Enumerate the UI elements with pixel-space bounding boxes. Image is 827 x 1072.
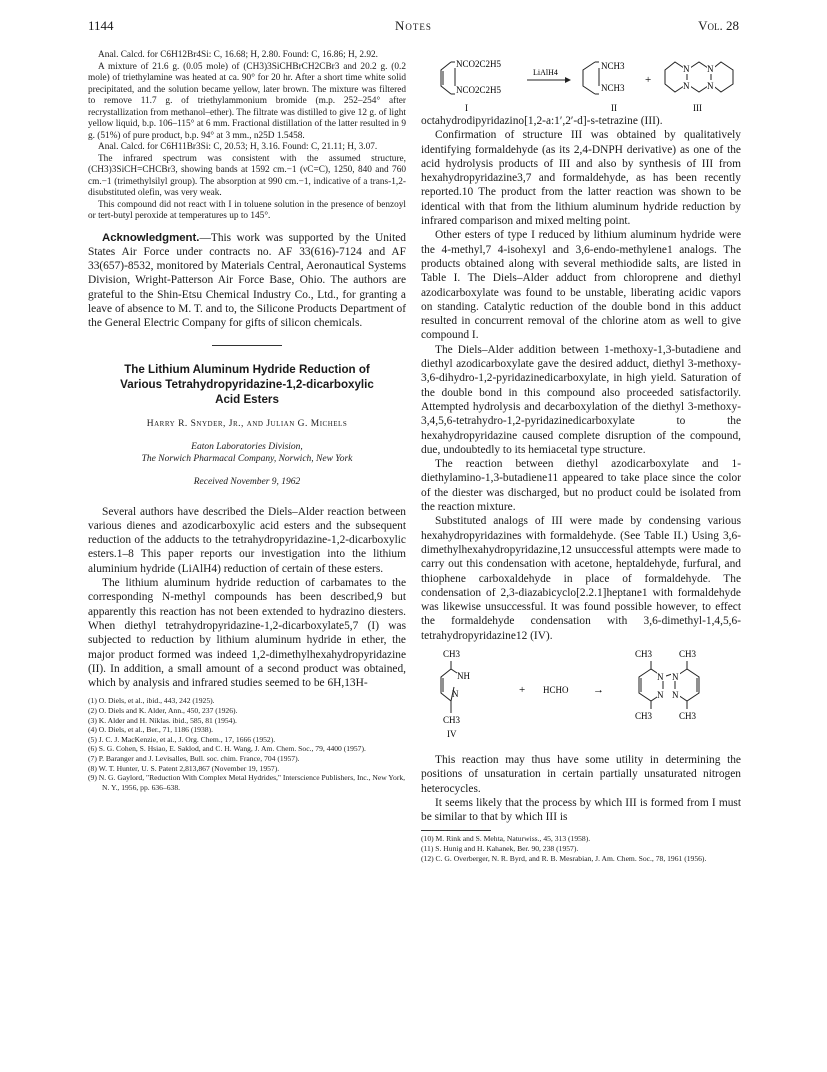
structure-III (665, 62, 733, 92)
affiliation-line: Eaton Laboratories Division, (191, 441, 303, 452)
footnote: (11) S. Hunig and H. Kahanek, Ber. 90, 238 (1957). (421, 844, 579, 854)
paragraph: Anal. Calcd. for C6H12Br4Si: C, 16.68; H, 2.80. Found: C, 16.86; H, 2.92. (98, 50, 378, 60)
plus-sign: + (645, 74, 652, 86)
plus-sign: + (519, 683, 526, 696)
atom-label: N (672, 689, 679, 700)
paragraph: The reaction between diethyl azodicarboxylate and 1-diethylamino-1,3-butadiene11 appeared to take place since the color of the diester was discharged, but no product could be isolated from the reaction mixture. (421, 458, 741, 514)
compound-label-IV: IV (447, 728, 457, 739)
paragraph: octahydrodipyridazino[1,2-a:1′,2′-d]-s-tetrazine (III). (421, 115, 663, 127)
paragraph: Substituted analogs of III were made by condensing various hexahydropyridazines with formaldehyde. (See Table II.) Using 3,6-dimethylhexahydropyridazine,12 unsuccessful attempts were made to carry out this condensation with acetone, heptaldehyde, furfural, and thiophene carboxaldehyde in place of formaldehyde. The condensation of 2,3-diazabicyclo[2.2.1]heptane1 with formaldehyde was likewise unsuccessful. It was found possible however, to effect the formaldehyde condensation with 3,6-dimethyl-1,4,5,6-tetrahydropyridazine12 (IV). (421, 515, 741, 642)
ring-II (583, 62, 595, 94)
atom-label: N (657, 671, 664, 682)
paragraph: Confirmation of structure III was obtained by qualitatively identifying formaldehyde (as its 2,4-DNPH derivative) as one of the acid hydrolysis products of III and also by synthesis of III from hexahydropyridazine3,7 and formaldehyde, as has been recently reported.10 The product from the latter reaction was shown to be identical with that from the lithium aluminum hydride reduction by infrared comparison and mixed melting point. (421, 129, 741, 228)
footnote: (4) O. Diels, et al., Ber., 71, 1186 (1938). (88, 725, 213, 735)
compound-label-I: I (465, 103, 468, 113)
affiliation (88, 441, 406, 465)
structure-IV (441, 661, 457, 713)
group-label: NCH3 (601, 83, 625, 93)
group-label: CH3 (443, 648, 461, 659)
paragraph: Other esters of type I reduced by lithium aluminum hydride were the 4-methyl,7 4-isohexyl and 3,6-endo-methylene1 analogs. The products obtained along with several methiodide salts, are listed in Table I. The Diels–Alder adduct from chloroprene and diethyl azodicarboxylate was found to be unstable, liberating acidic vapors on standing. Catalytic reduction of the double bond in this adduct resulted in concurrent removal of the chlorine atom as well to give compound I. (421, 229, 741, 342)
group-label: CH3 (679, 648, 697, 659)
section-title: Notes (395, 18, 432, 33)
paragraph: Several authors have described the Diels–Alder reaction between various dienes and azodicarboxylic acid esters and the subsequent reduction of the adducts to the tetrahydropyridazine-1,2-dicarboxylic esters.1–8 This paper reports our investigation into the lithium aluminium hydride (LiAlH4) reduction of certain of these esters. (88, 505, 406, 575)
footnote: (9) N. G. Gaylord, "Reduction With Complex Metal Hydrides," Interscience Publishers, Inc., New York, N. Y., 1956, pp. 636–638. (88, 773, 406, 792)
acknowledgment-label: Acknowledgment. (102, 231, 200, 244)
footnote: (6) S. G. Cohen, S. Hsiao, E. Saklod, and C. H. Wang, J. Am. Chem. Soc., 79, 4400 (1957). (88, 744, 366, 754)
affiliation-line: The Norwich Pharmacal Company, Norwich, New York (141, 453, 353, 464)
scheme-2-drawing (421, 643, 741, 753)
right-column (421, 50, 741, 863)
footnote: (3) K. Alder and H. Niklas. ibid., 585, 81 (1954). (88, 715, 237, 725)
paragraph: This compound did not react with I in toluene solution in the presence of benzoyl or tert-butyl peroxide at temperatures up to 145°. (88, 199, 406, 221)
atom-label: N (657, 689, 664, 700)
group-label: NCO2C2H5 (456, 85, 502, 95)
acknowledgment (88, 231, 406, 331)
atom-label: N (683, 64, 690, 74)
paragraph: This reaction may thus have some utility in determining the positions of unsaturation in certain partially unsaturated nitrogen heterocycles. (421, 753, 741, 795)
footnote: (10) M. Rink and S. Mehta, Naturwiss., 45, 313 (1958). (421, 834, 591, 844)
group-label: CH3 (635, 648, 653, 659)
footnote: (12) C. G. Overberger, N. R. Byrd, and R. B. Mesrabian, J. Am. Chem. Soc., 78, 1961 (1956). (421, 853, 707, 863)
page-number: 1144 (88, 18, 114, 33)
paragraph: The lithium aluminum hydride reduction of carbamates to the corresponding N-methyl compounds has been described,9 but apparently this reaction has not been extended to hydrazino diesters. When diethyl tetrahydropyridazine-1,2-dicarboxylate5,7 (I) was subjected to reduction by lithium aluminum hydride in ether, the major product formed was indeed 1,2-dimethylhexahydropyridazine (II). In addition, a small amount of a second product was obtained, which by analysis and infrared studies seemed to be 6H,13H- (88, 577, 406, 690)
article-title: The Lithium Aluminum Hydride Reduction of Various Tetrahydropyridazine-1,2-dicarboxylic Acid Esters (120, 362, 374, 406)
paragraph: Anal. Calcd. for C6H11Br3Si: C, 20.53; H, 3.16. Found: C, 21.11; H, 3.07. (98, 142, 378, 152)
reagent-label: LiAlH4 (533, 68, 558, 77)
footnote-rule (421, 830, 491, 831)
footnotes (421, 834, 741, 863)
acknowledgment-text: —This work was supported by the United States Air Force under contracts no. AF 33(616)-7124 and AF 33(657)-8532, monitored by Materials Central, Aeronautical Systems Division, Wright-Patterson Air Force Base, Ohio. The authors are grateful to the Shin-Etsu Chemical Industry Co., Ltd., for granting a leave of absence to M. T. and to, the Silicone Products Department of the General Electric Company for gifts of silicon chemicals. (88, 231, 406, 330)
atom-label: N (683, 81, 690, 91)
atom-label: N (707, 81, 714, 91)
paragraph: It seems likely that the process by which III is formed from I must be similar to that by which III is (421, 796, 741, 824)
compound-label-II: II (611, 103, 617, 113)
atom-label: N (707, 64, 714, 74)
paragraph: The Diels–Alder addition between 1-methoxy-1,3-butadiene and diethyl azodicarboxylate gave the desired adduct, diethyl 3-methoxy-3,6-dihydro-1,2-pyridazinedicarboxylate, in high yield. Saturation of the double bond in this compound also proceeded satisfactorily. Attempted hydrolysis and decarboxylation of the diethyl 3-methoxy-3,4,5,6-tetrahydro-1,2-pyridazinedicarboxylate to the hexahydropyridazine caused complete disruption of the compound, due, undoubtedly to its hemiacetal type structure. (421, 343, 741, 456)
group-label: NH (457, 670, 470, 681)
reagent-label: HCHO (543, 684, 569, 695)
body-text (421, 753, 741, 824)
footnote: (2) O. Diels and K. Alder, Ann., 450, 237 (1926). (88, 706, 238, 716)
footnote: (7) P. Baranger and J. Levisalles, Bull. soc. chim. France, 704 (1957). (88, 754, 300, 763)
structure-product (639, 661, 699, 709)
page-header (88, 18, 739, 38)
group-label: CH3 (443, 714, 461, 725)
divider (212, 345, 282, 346)
footnote: (8) W. T. Hunter, U. S. Patent 2,813,867 (November 19, 1957). (88, 763, 280, 773)
footnotes (88, 696, 406, 792)
reaction-scheme-2 (421, 643, 741, 753)
authors: Harry R. Snyder, Jr., and Julian G. Michels (146, 418, 348, 429)
received-date: Received November 9, 1962 (193, 476, 301, 487)
paragraph: The infrared spectrum was consistent with the assumed structure, (CH3)3SiCH=CHCBr3, showing bands at 1592 cm.−1 (νC=C), 1250, 840 and 760 cm.−1 (trimethylsilyl group). The absorption at 990 cm.−1, indicative of a trans-1,2-disubstituted olefin, was very weak. (88, 153, 406, 198)
volume-label: Vol. 28 (698, 18, 739, 33)
group-label: CH3 (679, 710, 697, 721)
body-text (88, 505, 406, 691)
footnote: (1) O. Diels, et al., ibid., 443, 242 (1925). (88, 696, 215, 706)
reaction-scheme-1 (421, 50, 741, 114)
reaction-arrow: → (593, 683, 604, 696)
group-label: NCH3 (601, 61, 625, 71)
left-column (88, 50, 406, 792)
footnote: (5) J. C. J. MacKenzie, et al., J. Org. Chem., 17, 1666 (1952). (88, 734, 276, 744)
paragraph: A mixture of 21.6 g. (0.05 mole) of (CH3)3SiCHBrCH2CBr3 and 20.2 g. (0.2 mole) of triethylamine was heated at ca. 90° for 20 hr. After a short time white solid precipitated, and the solution became yellow, later brown. The mixture was filtered to remove 11.7 g. of triethylammonium bromide (m.p. 252–254° after recrystallization from methanol–ether). The filtrate was distilled to give 12 g. of light yellow liquid, b.p. 106–115° at 6 mm. Fractional distillation of the latter resulted in 9 g. (51%) of pure product, b.p. 94° at 3 mm., n25D 1.5458. (88, 61, 406, 141)
body-text (421, 114, 741, 643)
experimental-text (88, 50, 406, 223)
atom-label: N (672, 671, 679, 682)
group-label: NCO2C2H5 (456, 59, 502, 69)
scheme-1-drawing (421, 50, 741, 114)
group-label: CH3 (635, 710, 653, 721)
atom-label: N (452, 688, 459, 699)
compound-label-III: III (693, 103, 702, 113)
